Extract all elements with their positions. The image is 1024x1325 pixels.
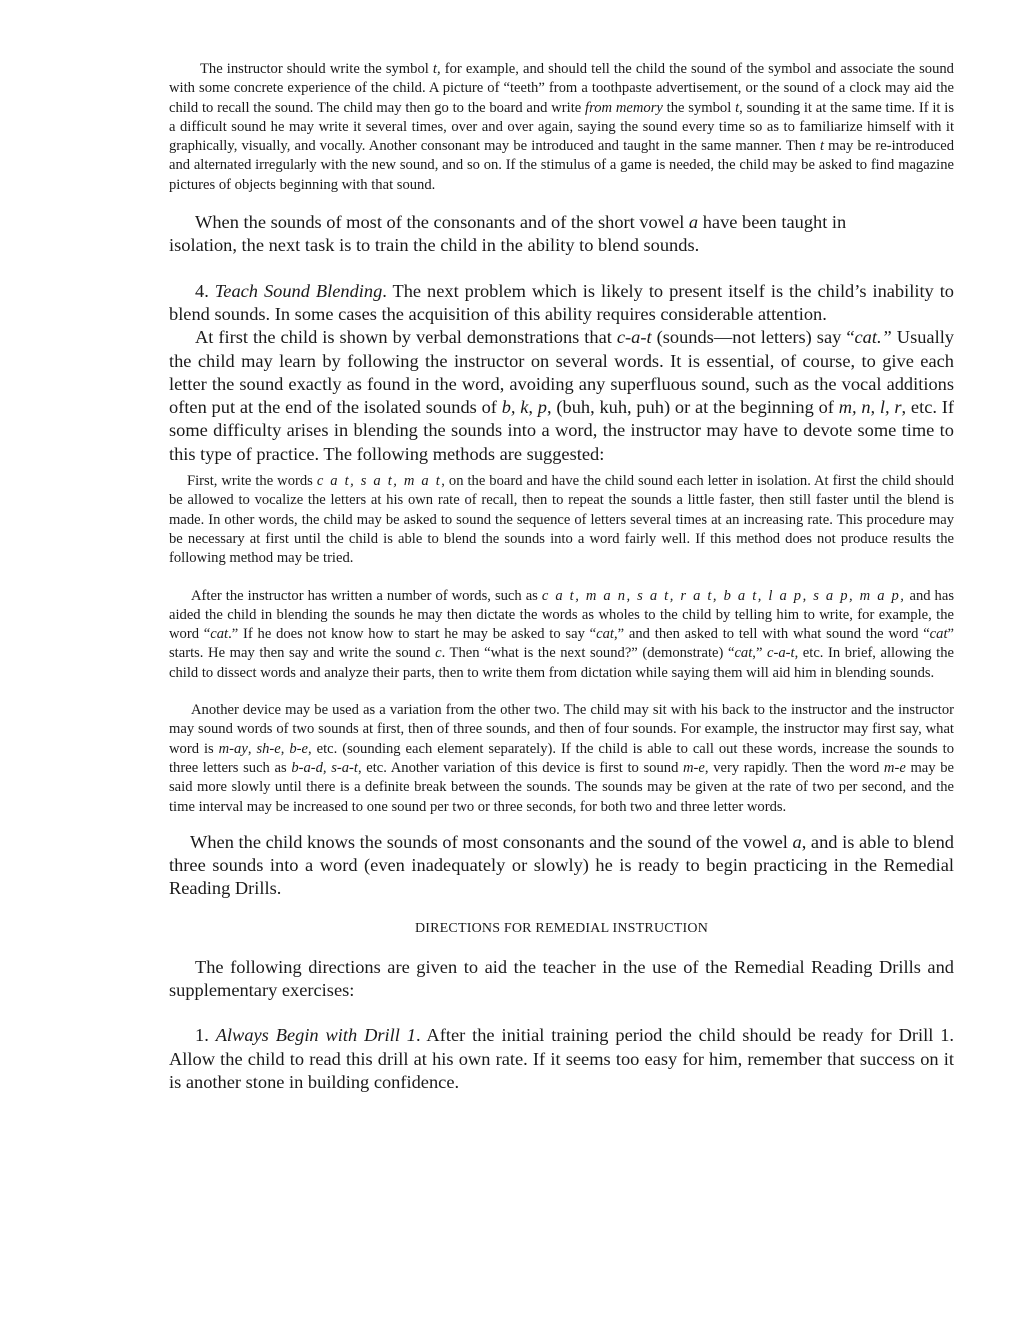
italic-run: from memory <box>585 99 663 116</box>
italic-run: t <box>432 61 437 77</box>
text-run: , on the board and have the child sound each letter in isolation. At first the child should be allowed to vocalize the letters at his own rate of recall, then to repeat the sounds a little faster, then still faster until the blend is made. In other words, the child may be asked to sound the sequence of letters several times at an increasing rate. This procedure may be necessary at first until the child is able to blend the sounds into a word fairly well. If this method does not produce results the following method may be tried. <box>169 473 954 567</box>
paragraph-always-begin-drill-1 <box>169 1024 954 1094</box>
text-run: ,” <box>752 645 767 662</box>
paragraph-next-task <box>169 211 954 258</box>
text-run: , for example, and should tell the child the sound of the symbol and associate the sound with some concrete experience of the child. A picture of “teeth” from a toothpaste advertisement, or the sound of a clock may aid the child to recall the sound. The child may then go to the board and write <box>169 61 954 116</box>
paragraph-verbal-demonstration <box>169 326 954 466</box>
text-run: ” starts. He may then say and write the sound <box>169 626 954 662</box>
italic-run: b, k, p <box>501 397 547 418</box>
italic-run: b-e <box>289 740 309 757</box>
text-run: ,” and then asked to tell with what sound the word “ <box>614 626 930 643</box>
text-run: , very rapidly. Then the word <box>704 759 884 776</box>
text-run: At first the child is shown by verbal demonstrations that <box>195 327 617 348</box>
italic-run: m-e <box>883 759 906 776</box>
italic-run: cat.” <box>854 327 892 348</box>
text-run: Another device may be used as a variation from the other two. The child may sit with his back to the instructor and the instructor may sound words of two sounds at first, then of three sounds, and then of four sounds. For example, the instructor may first say, what word is <box>169 702 954 757</box>
text-run: When the child knows the sounds of most consonants and the sound of the vowel <box>190 831 793 852</box>
text-run: When the sounds of most of the consonants and of the short vowel <box>195 212 689 233</box>
italic-run: sh-e <box>256 740 281 757</box>
section-heading: DIRECTIONS FOR REMEDIAL INSTRUCTION <box>414 920 709 936</box>
section-title: Always Begin with Drill 1 <box>215 1025 416 1046</box>
italic-run: cat <box>596 626 614 643</box>
italic-run: t <box>819 138 825 155</box>
italic-run: cat <box>929 626 948 643</box>
text-run: , sounding it at the same time. If it is a difficult sound he may write it several times, over and over again, saying the sound every time so as to familiarize himself with it graphically, visually, and vocally. Another consonant may be introduced and taught in the same manner. Then <box>169 99 955 155</box>
text-run: , etc. (sounding each element separately). If the child is able to call out these words, increase the sounds to three letters such as <box>169 740 955 776</box>
italic-run: c-a-t <box>767 645 795 662</box>
italic-run: a <box>792 831 802 852</box>
text-run: , etc. In brief, allowing the child to dissect words and analyze their parts, then to write them from dictation while saying them will aid him in blending sounds. <box>169 645 954 681</box>
italic-run: m, n, l, r <box>838 397 902 418</box>
text-run: , etc. Another variation of this device is first to sound <box>357 759 684 776</box>
text-run: , <box>280 740 290 757</box>
italic-run: c <box>435 645 442 662</box>
paragraph-ready-for-drills <box>169 831 954 901</box>
section-title: Teach Sound Blending <box>214 280 383 301</box>
paragraph-method-three <box>169 701 954 817</box>
italic-run: b-a-d, s-a-t <box>291 759 358 776</box>
paragraph-symbol-instruction <box>169 60 954 195</box>
text-run: . Then “what is the next sound?” (demonstrate) “ <box>441 645 735 662</box>
italic-run: c a t, s a t, m a t <box>316 473 442 490</box>
text-run: , <box>247 740 257 757</box>
text-run: The following directions are given to aid the teacher in the use of the Remedial Reading Drills and supplementary exercises: <box>169 956 954 1000</box>
italic-run: c a t, m a n, s a t, r a t, b a t, l a p, s a p, m a p, <box>541 587 906 604</box>
text-run: , and is able to blend three sounds into a word (even inadequately or slowly) he is ready to begin practicing in the Remedial Reading Drills. <box>169 831 954 899</box>
text-run: , etc. If some difficulty arises in blending the sounds into a word, the instructor may have to devote some time to this type of practice. The following methods are suggested: <box>169 397 954 464</box>
text-run: , (buh, kuh, puh) or at the beginning of <box>547 397 839 418</box>
text-run: may be re-introduced and alternated irregularly with the new sound, and so on. If the stimulus of a game is needed, the child may be asked to find magazine pictures of objects beginning with that sound. <box>169 138 954 193</box>
paragraph-method-one <box>169 472 954 568</box>
text-run: .” If he does not know how to start he may be asked to say “ <box>228 626 597 643</box>
italic-run: m-e <box>683 759 705 776</box>
text-run: After the instructor has written a number of words, such as <box>191 587 542 604</box>
text-run: and has aided the child in blending the sounds he may then dictate the words as wholes to the child by telling him to write, for example, the word “ <box>169 587 955 643</box>
text-run: First, write the words <box>187 473 317 490</box>
italic-run: c-a-t <box>616 327 652 348</box>
text-run: the symbol <box>662 99 736 116</box>
text-run: The instructor should write the symbol <box>200 61 433 77</box>
paragraph-teach-sound-blending <box>169 280 954 327</box>
text-run: have been taught in isolation, the next task is to train the child in the ability to blend sounds. <box>169 212 847 256</box>
document-page <box>169 60 954 1094</box>
italic-run: cat <box>734 645 753 662</box>
section-number: 4. <box>195 280 215 301</box>
text-run: . After the initial training period the child should be ready for Drill 1. Allow the child to read this drill at his own rate. If it seems too easy for him, remember that success on it is another stone in building confidence. <box>169 1025 955 1092</box>
italic-run: t <box>735 99 740 116</box>
text-run: . The next problem which is likely to present itself is the child’s inability to blend sounds. In some cases the acquisition of this ability requires considerable attention. <box>169 280 955 324</box>
text-run: Usually the child may learn by following the instructor on several words. It is essential, of course, to give each letter the sound exactly as found in the word, avoiding any superfluous sound, such as the vocal additions often put at the end of the isolated sounds of <box>169 327 954 418</box>
text-run: (sounds—not letters) say “ <box>651 327 855 348</box>
text-run: may be said more slowly until there is a definite break between the sounds. The sounds may be given at the rate of two per second, and the time interval may be increased to one sound per two or three seconds, for both two and three letter words. <box>169 759 954 815</box>
section-number: 1. <box>195 1025 216 1046</box>
italic-run: m-ay <box>218 740 248 757</box>
italic-run: a <box>688 212 699 233</box>
paragraph-directions-intro <box>169 956 954 1003</box>
italic-run: cat <box>210 626 229 643</box>
paragraph-method-two <box>169 587 954 683</box>
